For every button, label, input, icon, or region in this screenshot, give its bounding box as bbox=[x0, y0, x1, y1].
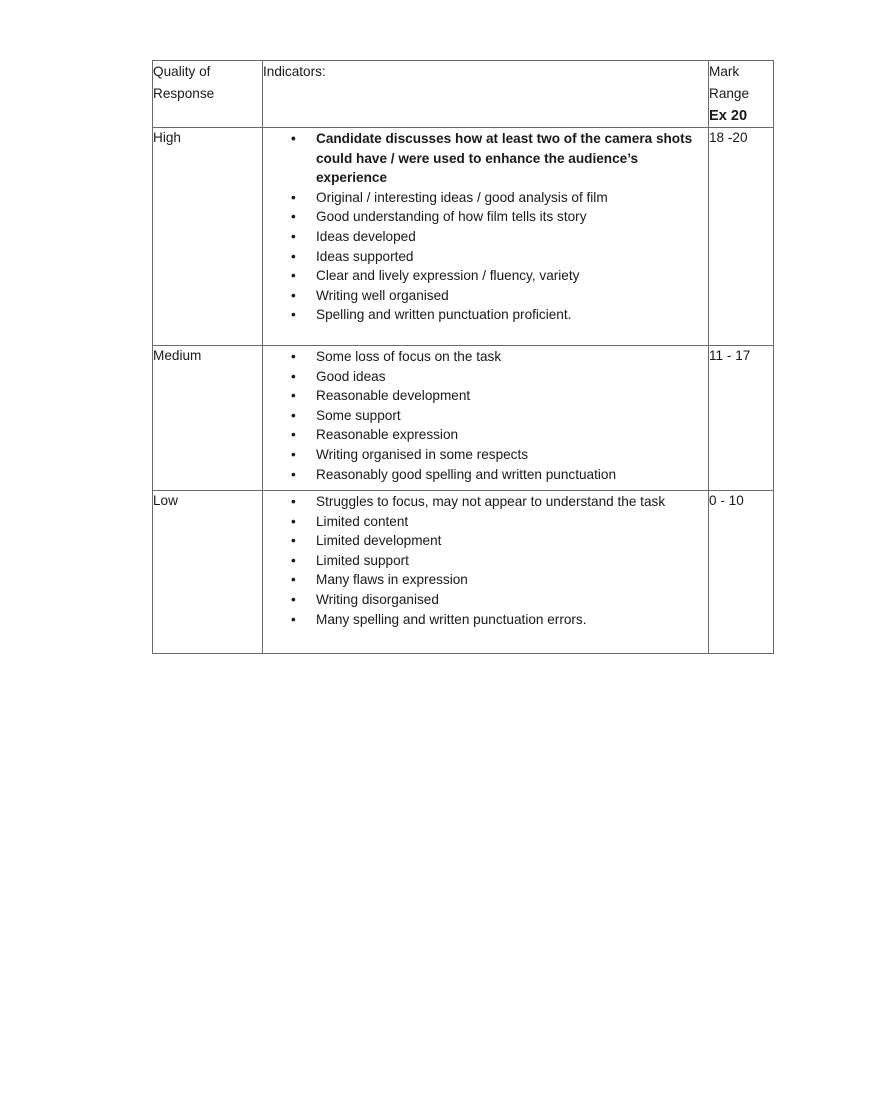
quality-level: High bbox=[153, 130, 181, 145]
list-item: • Ideas developed bbox=[263, 227, 708, 247]
quality-level: Medium bbox=[153, 348, 202, 363]
list-item: • Some support bbox=[263, 406, 708, 426]
table-row-medium bbox=[153, 346, 774, 491]
marking-rubric-table bbox=[152, 60, 774, 654]
table-header-row bbox=[153, 61, 774, 128]
mark-range-value: 11 - 17 bbox=[709, 348, 751, 363]
list-item: • Limited support bbox=[263, 551, 708, 571]
list-item: • Ideas supported bbox=[263, 247, 708, 267]
indicator-list bbox=[263, 346, 708, 484]
mark-range-cell bbox=[709, 491, 774, 654]
list-item: • Reasonable expression bbox=[263, 425, 708, 445]
list-item: • Writing organised in some respects bbox=[263, 445, 708, 465]
list-item: • Many flaws in expression bbox=[263, 570, 708, 590]
indicator-list bbox=[263, 491, 708, 629]
list-item: • Candidate discusses how at least two of the camera shots could have / were used to enhance the audience’s experience bbox=[263, 129, 708, 188]
mark-range-cell bbox=[709, 346, 774, 491]
quality-header-label: Quality of Response bbox=[153, 64, 215, 101]
list-item: • Original / interesting ideas / good analysis of film bbox=[263, 188, 708, 208]
list-item: • Clear and lively expression / fluency, variety bbox=[263, 266, 708, 286]
quality-cell bbox=[153, 491, 263, 654]
list-item: • Limited development bbox=[263, 531, 708, 551]
list-item: • Struggles to focus, may not appear to understand the task bbox=[263, 492, 708, 512]
mark-range-cell bbox=[709, 128, 774, 346]
indicator-list bbox=[263, 128, 708, 325]
indicators-cell bbox=[263, 491, 709, 654]
list-item: • Good ideas bbox=[263, 367, 708, 387]
table-row-high bbox=[153, 128, 774, 346]
mark-range-value: 18 -20 bbox=[709, 130, 748, 145]
mark-range-header-label: Mark Range bbox=[709, 64, 750, 101]
quality-cell bbox=[153, 128, 263, 346]
mark-range-value: 0 - 10 bbox=[709, 493, 744, 508]
indicators-header-label: Indicators: bbox=[263, 64, 326, 79]
indicators-cell bbox=[263, 346, 709, 491]
list-item: • Writing disorganised bbox=[263, 590, 708, 610]
list-item: • Limited content bbox=[263, 512, 708, 532]
list-item: • Many spelling and written punctuation errors. bbox=[263, 610, 708, 630]
list-item: • Writing well organised bbox=[263, 286, 708, 306]
quality-level: Low bbox=[153, 493, 178, 508]
list-item: • Good understanding of how film tells its story bbox=[263, 207, 708, 227]
list-item: • Some loss of focus on the task bbox=[263, 347, 708, 367]
quality-header bbox=[153, 61, 263, 128]
list-item: • Spelling and written punctuation proficient. bbox=[263, 305, 708, 325]
mark-total-label: Ex 20 bbox=[709, 108, 748, 124]
indicators-header bbox=[263, 61, 709, 128]
indicators-cell bbox=[263, 128, 709, 346]
mark-range-header bbox=[709, 61, 774, 128]
list-item: • Reasonably good spelling and written punctuation bbox=[263, 465, 708, 485]
list-item: • Reasonable development bbox=[263, 386, 708, 406]
quality-cell bbox=[153, 346, 263, 491]
table-row-low bbox=[153, 491, 774, 654]
